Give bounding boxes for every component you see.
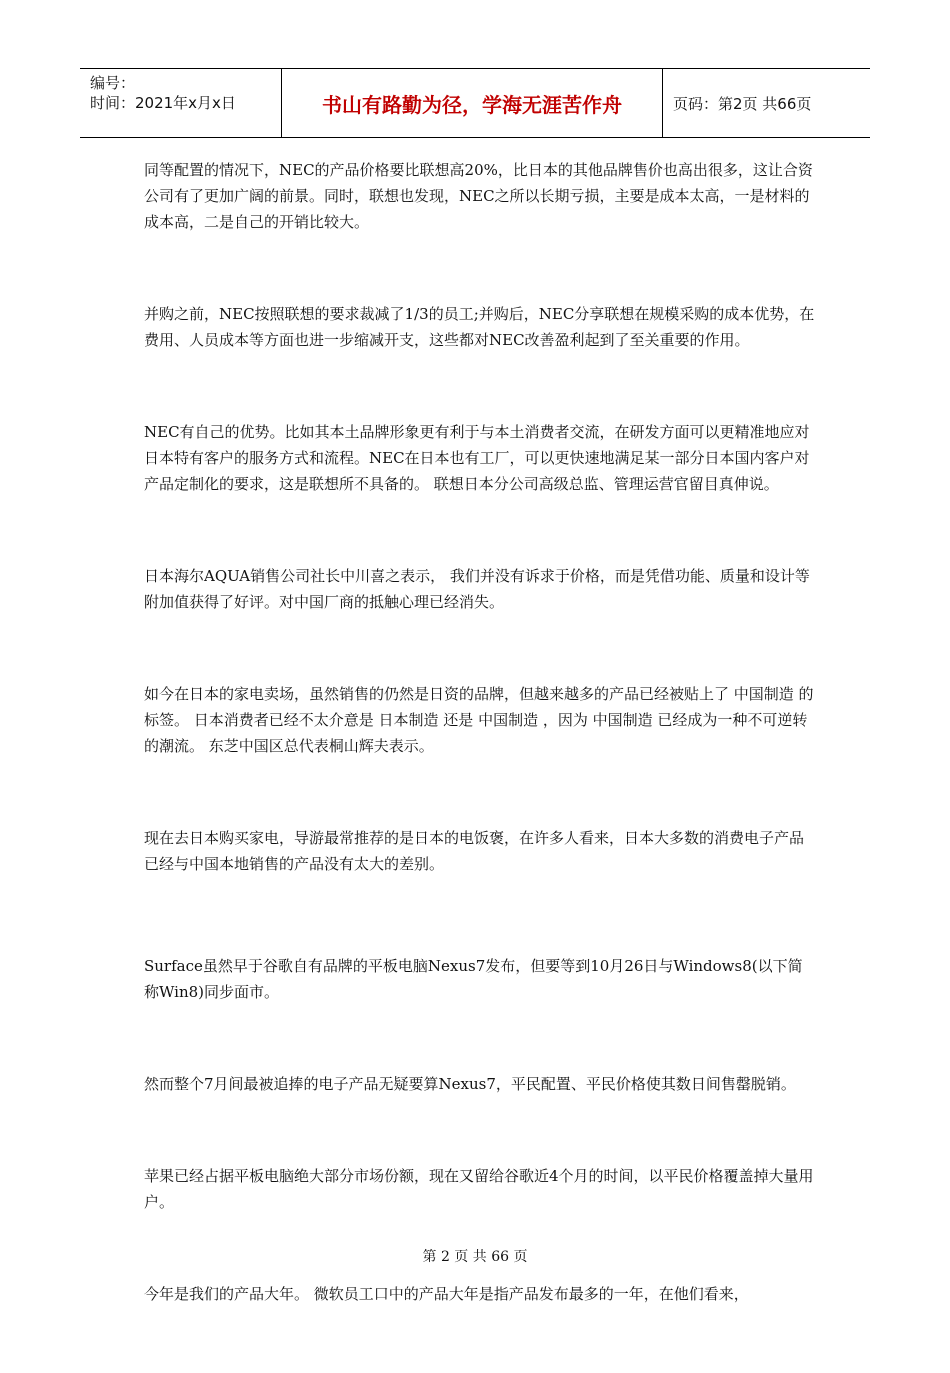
paragraph-7: Surface虽然早于谷歌自有品牌的平板电脑Nexus7发布，但要等到10月26日与Windows8(以下简称Win8)同步面市。 [144, 957, 803, 1001]
time-label: 时间：2021年x月x日 [90, 94, 236, 112]
paragraph-4: 日本海尔AQUA销售公司社长中川喜之表示， 我们并没有诉求于价格，而是凭借功能、质量和设计等附加值获得了好评。对中国厂商的抵触心理已经消失。 [144, 567, 810, 611]
number-label: 编号： [90, 74, 136, 92]
paragraph-3: NEC有自己的优势。比如其本土品牌形象更有利于与本土消费者交流，在研发方面可以更精准地应对日本特有客户的服务方式和流程。NEC在日本也有工厂，可以更快速地满足某一部分日本国内客户对产品定制化的要求，这是联想所不具备的。 联想日本分公司高级总监、管理运营官留目真伸说。 [144, 423, 810, 493]
paragraph-6: 现在去日本购买家电，导游最常推荐的是日本的电饭褒，在许多人看来，日本大多数的消费电子产品已经与中国本地销售的产品没有太大的差别。 [144, 829, 805, 873]
paragraph-9: 苹果已经占据平板电脑绝大部分市场份额，现在又留给谷歌近4个月的时间，以平民价格覆盖掉大量用户。 [144, 1167, 814, 1211]
header-page-code: 页码：第2页 共66页 [673, 94, 812, 113]
paragraph-1: 同等配置的情况下，NEC的产品价格要比联想高20%，比日本的其他品牌售价也高出很多，这让合资公司有了更加广阔的前景。同时，联想也发现，NEC之所以长期亏损，主要是成本太高，一是材料的成本高，二是自己的开销比较大。 [144, 161, 813, 231]
paragraph-8: 然而整个7月间最被追捧的电子产品无疑要算Nexus7，平民配置、平民价格使其数日间售罄脱销。 [144, 1075, 796, 1093]
document-body [144, 157, 816, 1373]
header-meta [80, 69, 282, 137]
page-header [80, 68, 870, 138]
paragraph-5: 如今在日本的家电卖场，虽然销售的仍然是日资的品牌，但越来越多的产品已经被贴上了 中国制造 的标签。 日本消费者已经不太介意是 日本制造 还是 中国制造 ，因为 中国制造 已经成为一种不可逆转的潮流。 东芝中国区总代表桐山辉夫表示。 [144, 685, 814, 755]
page-footer: 第 2 页 共 66 页 [422, 1249, 528, 1265]
paragraph-2: 并购之前，NEC按照联想的要求裁减了1/3的员工;并购后，NEC分享联想在规模采购的成本优势，在费用、人员成本等方面也进一步缩减开支，这些都对NEC改善盈利起到了至关重要的作用。 [144, 305, 815, 349]
header-motto: 书山有路勤为径，学海无涯苦作舟 [282, 69, 663, 137]
paragraph-10: 今年是我们的产品大年。 微软员工口中的产品大年是指产品发布最多的一年，在他们看来， [144, 1285, 749, 1303]
